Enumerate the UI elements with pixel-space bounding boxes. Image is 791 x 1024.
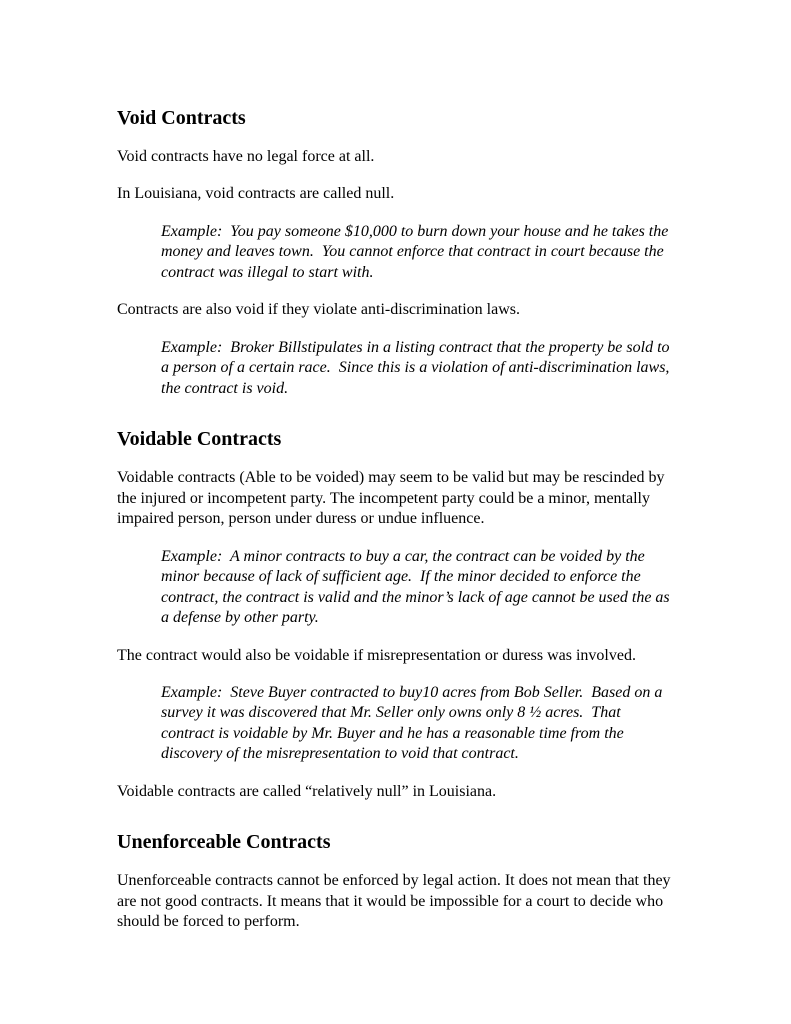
paragraph: Unenforceable contracts cannot be enforced by legal action. It does not mean that they are not good contracts. It means that it would be impossible for a court to decide who should be forced to perform.	[117, 872, 675, 931]
section-heading-void-contracts: Void Contracts	[117, 107, 246, 129]
paragraph: The contract would also be voidable if misrepresentation or duress was involved.	[117, 646, 636, 664]
example-paragraph: Example: Steve Buyer contracted to buy10 acres from Bob Seller. Based on a survey it was discovered that Mr. Seller only owns only 8 ½ acres. That contract is voidable by Mr. Buyer and he has a reasonable time from the discovery of the misrepresentation to void that contract.	[161, 683, 667, 763]
section-heading-voidable-contracts: Voidable Contracts	[117, 428, 282, 451]
example-paragraph: Example: A minor contracts to buy a car, the contract can be voided by the minor because of lack of sufficient age. If the minor decided to enforce the contract, the contract is valid and the minor’s lack of age cannot be used the as a defense by other party.	[161, 547, 674, 627]
paragraph: Contracts are also void if they violate anti-discrimination laws.	[117, 301, 521, 319]
paragraph: Voidable contracts (Able to be voided) may seem to be valid but may be rescinded by the injured or incompetent party. The incompetent party could be a minor, mentally impaired person, person under duress or undue influence.	[117, 469, 669, 528]
paragraph: Voidable contracts are called “relatively null” in Louisiana.	[117, 782, 497, 800]
example-paragraph: Example: You pay someone $10,000 to burn down your house and he takes the money and leaves town. You cannot enforce that contract in court because the contract was illegal to start with.	[161, 222, 673, 281]
paragraph: In Louisiana, void contracts are called null.	[117, 185, 395, 203]
example-paragraph: Example: Broker Billstipulates in a listing contract that the property be sold to a person of a certain race. Since this is a violation of anti-discrimination laws, the contract is void.	[161, 338, 674, 397]
section-heading-unenforceable-contracts: Unenforceable Contracts	[117, 831, 331, 854]
paragraph: Void contracts have no legal force at all.	[117, 148, 375, 165]
